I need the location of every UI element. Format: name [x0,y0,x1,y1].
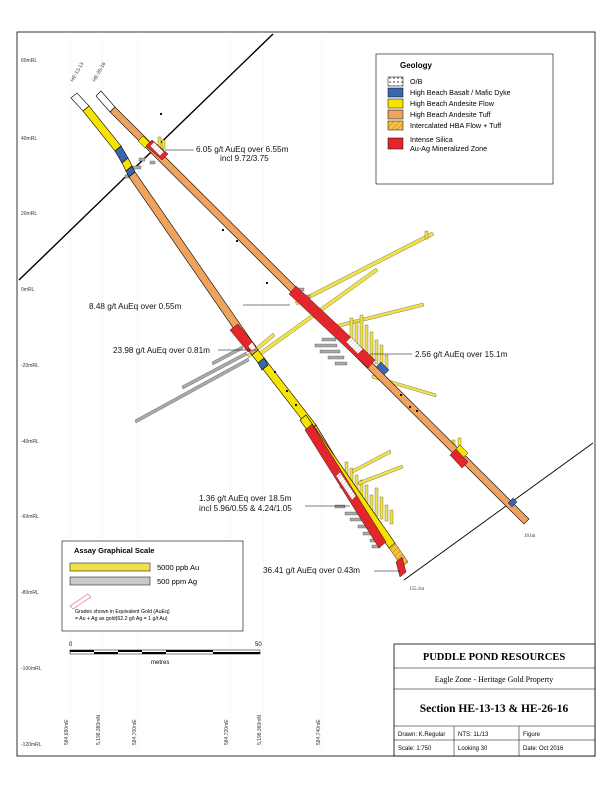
ag-scale-label: 500 ppm Ag [157,577,198,586]
legend-swatch-mineral [388,138,403,149]
grade-annotation: 2.56 g/t AuEq over 15.1m [415,350,508,359]
assay-bars [125,137,461,548]
grade-annotation: 36.41 g/t AuEq over 0.43m [263,566,360,575]
assay-note: = Au + Ag as gold(62.2 g/t Ag = 1 g/t Au) [75,616,168,622]
legend-swatch-tuff [388,110,403,119]
grid-label: 584,740mE [316,719,322,745]
scale-end: 50 [255,642,262,648]
rl-label: -20mRL [21,363,39,369]
rl-label: 40mRL [21,136,38,142]
fault-line [404,443,593,580]
legend-item: Au-Ag Mineralized Zone [410,144,488,153]
nts: NTS: 1L/13 [458,732,489,738]
hole-name-label: HE-13-13 [69,61,86,83]
legend-item: High Beach Andesite Flow [410,99,494,108]
legend-swatch-intercalated [388,121,403,130]
legend-item: High Beach Andesite Tuff [410,110,491,119]
geology-legend [376,54,553,184]
assay-scale-box [62,541,243,631]
rl-labels [21,58,42,748]
rl-label: -100mRL [21,666,42,672]
grade-annotation: 1.36 g/t AuEq over 18.5m [199,494,292,503]
legend-item: High Beach Basalt / Mafic Dyke [410,88,511,97]
grade-annotation: 6.05 g/t AuEq over 6.55m [196,145,289,154]
legend-item: Intense Silica [410,135,453,144]
scale-ratio: Scale: 1:750 [398,746,432,752]
drawn-by: Drawn: K.Regular [398,732,446,738]
rl-label: -80mRL [21,590,39,596]
rl-label: -120mRL [21,742,42,748]
assay-note: Grades shown in Equivalent Gold (AuEq) [75,609,170,615]
legend-swatch-flow [388,99,403,108]
figure: Figure [523,732,541,738]
scale-bar [69,642,262,666]
grid-label: 5,198,380mN [96,714,102,745]
assay-scale-title: Assay Graphical Scale [74,546,155,555]
legend-item: Intercalated HBA Flow + Tuff [410,121,502,130]
rl-label: -60mRL [21,514,39,520]
hole-end-label: 155.1m [409,587,425,592]
looking: Looking 30 [458,746,488,752]
grade-annotation: 23.98 g/t AuEq over 0.81m [113,346,210,355]
grade-annotation: incl 9.72/3.75 [220,154,269,163]
rl-label: 60mRL [21,58,38,64]
scale-start: 0 [69,642,73,648]
grid-label: 5,198,360mN [257,714,263,745]
au-scale-bar [70,563,150,571]
grid-label: 584,700mE [132,719,138,745]
hole-name-label: HE-26-16 [91,61,108,83]
legend-swatch-basalt [388,88,403,97]
title-block [394,644,595,756]
legend-swatch-ob [388,77,403,86]
section-title: Section HE-13-13 & HE-26-16 [419,703,569,715]
grid-labels [64,715,322,745]
legend-title: Geology [400,61,433,70]
company-name: PUDDLE POND RESOURCES [422,652,566,663]
rl-label: 0mRL [21,287,35,293]
grade-annotation: 8.48 g/t AuEq over 0.55m [89,302,182,311]
scale-unit: metres [151,660,170,666]
rl-label: 20mRL [21,211,38,217]
ag-scale-bar [70,577,150,585]
au-scale-label: 5000 ppb Au [157,563,200,572]
rl-label: -40mRL [21,439,39,445]
legend-item: O/B [410,77,423,86]
grid-label: 584,680mE [64,719,70,745]
grade-annotation: incl 5.96/0.55 & 4.24/1.05 [199,504,292,513]
date: Date: Oct 2016 [523,746,564,752]
hole-end-label: 161m [524,534,536,539]
project-name: Eagle Zone - Heritage Gold Property [434,675,554,684]
grid-label: 584,720mE [224,719,230,745]
